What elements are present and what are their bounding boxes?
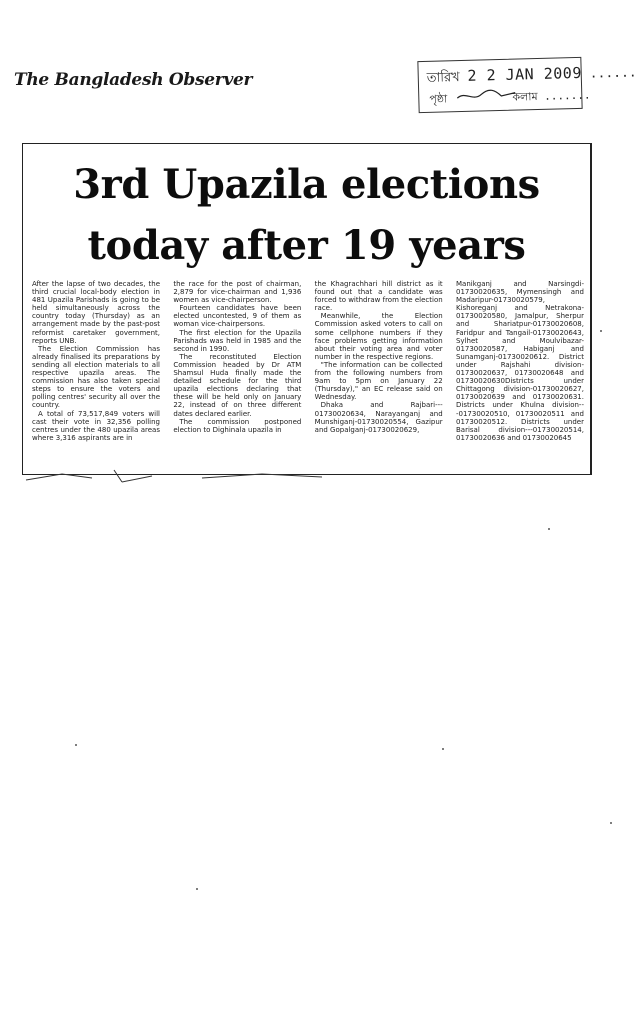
article-paragraph: After the lapse of two decades, the third crucial local-body election in 481 Upazila Parishads is going to be held simultaneously across the country today (Thursday) as an arrangement made by the past-post reformist caretaker government, reports UNB. — [32, 280, 160, 345]
scan-speck — [600, 330, 602, 332]
article-paragraph: Manikganj and Narsingdi-01730020635, Mymensingh and Madaripur-01730020579, Kishoreganj and Netrakona-01730020580, Jamalpur, Sherpur and Shariatpur-01730020608, Faridpur and Tangail-01730020643, Sylhet and Moulvibazar-01730020587, Habiganj and Sunamganj-01730020612. District under Rajshahi division-01730020637, 01730020648 and 01730020630Districts under Chittagong division-01730020627, 01730020639 and 01730020631. Districts under Khulna division---01730020510, 01730020511 and 01730020512. Districts under Barisal division---01730020514, 01730020636 and 01730020645 — [455, 280, 584, 442]
signature-scribble — [455, 87, 525, 103]
date-stamp: তারিখ 2 2 JAN 2009 ...... পৃষ্ঠা কলাম ....... — [417, 57, 582, 113]
article-paragraph: the race for the post of chairman, 2,879 for vice-chairman and 1,936 women as vice-chairperson. — [173, 280, 302, 305]
stamp-date: 2 2 JAN 2009 — [467, 63, 583, 85]
scan-speck — [442, 748, 444, 750]
stamp-page-label: পৃষ্ঠা — [429, 92, 448, 106]
article-paragraph: Meanwhile, the Election Commission asked voters to call on some cellphone numbers if they face problems getting information about their voting area and voter number in the respective regions. — [314, 312, 443, 361]
article-paragraph: the Khagrachhari hill district as it found out that a candidate was forced to withdraw from the election race. — [314, 280, 443, 313]
scan-speck — [548, 528, 550, 530]
article-column-2 — [173, 280, 301, 466]
article-column-1 — [32, 280, 160, 466]
article-paragraph: The commission postponed election to Dighinala upazila in — [173, 417, 302, 434]
article-column-4 — [456, 280, 584, 466]
article-column-3 — [315, 280, 443, 466]
scan-speck — [610, 822, 612, 824]
scan-speck — [196, 888, 198, 890]
article-paragraph: Fourteen candidates have been elected uncontested, 9 of them as woman vice-chairpersons. — [173, 304, 302, 329]
article-paragraph: The reconstituted Election Commission headed by Dr ATM Shamsul Huda finally made the detailed schedule for the third upazila elections declaring that these will be held only on January 22, instead of on three different dates declared earlier. — [173, 352, 302, 418]
scan-speck — [75, 744, 77, 746]
headline-line-1: 3rd Upazila elections — [73, 161, 540, 208]
stamp-date-label: তারিখ — [426, 70, 460, 86]
clipping-edge-marks — [22, 468, 332, 484]
article-paragraph: Dhaka and Rajbari--- 01730020634, Narayanganj and Munshiganj-01730020554, Gazipur and Gopalganj-01730020629, — [314, 401, 443, 434]
article-clipping — [22, 143, 592, 475]
article-paragraph: The Election Commission has already finalised its preparations by sending all election materials to all respective upazila areas. The commission has also taken special steps to ensure the voters and polling centres' security all over the country. — [32, 344, 160, 410]
headline-line-2: today after 19 years — [87, 222, 526, 269]
article-paragraph: "The information can be collected from the following numbers from 9am to 5pm on January 22 (Thursday)," an EC release said on Wednesday. — [314, 360, 443, 402]
masthead: The Bangladesh Observer — [14, 70, 253, 90]
article-paragraph: A total of 73,517,849 voters will cast their vote in 32,356 polling centres under the 480 upazila areas where 3,316 aspirants are in — [32, 409, 160, 442]
article-paragraph: The first election for the Upazila Parishads was held in 1985 and the second in 1990. — [173, 328, 302, 353]
stamp-column-label: কলাম — [512, 90, 538, 104]
article-body — [32, 280, 584, 466]
